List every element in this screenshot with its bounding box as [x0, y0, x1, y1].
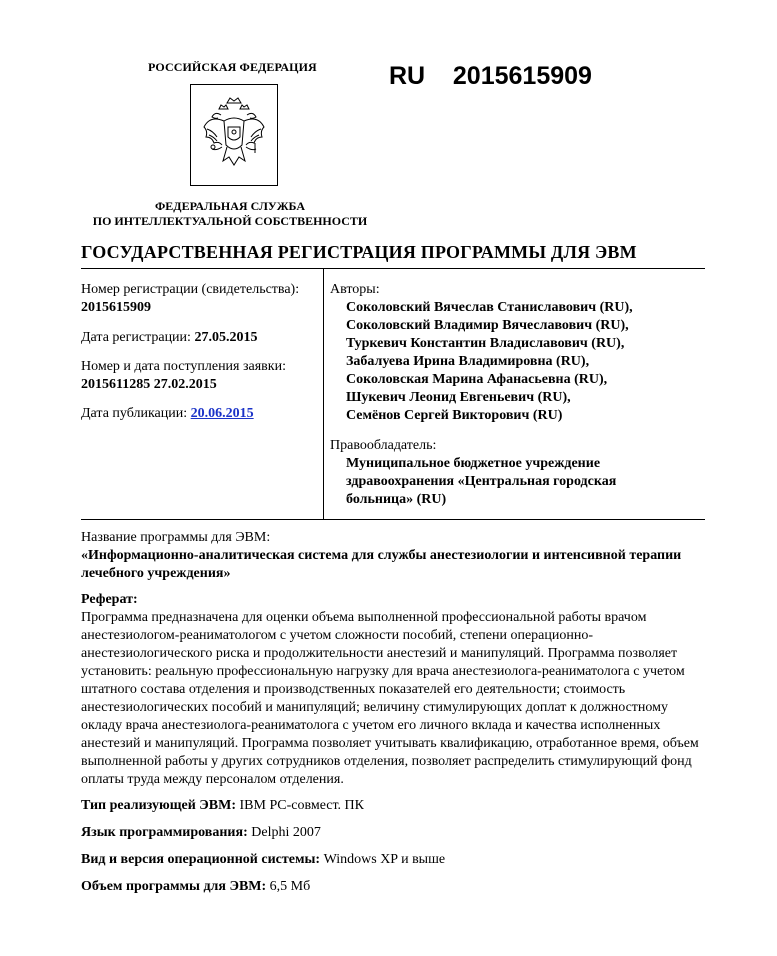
computer-type-value: IBM PC-совмест. ПК: [239, 798, 364, 813]
page-title: ГОСУДАРСТВЕННАЯ РЕГИСТРАЦИЯ ПРОГРАММЫ ДЛЯ ЭВМ: [81, 242, 637, 262]
computer-type-label: Тип реализующей ЭВМ:: [81, 798, 237, 813]
authors-and-owner: [330, 281, 710, 509]
os-value: Windows XP и выше: [323, 852, 446, 867]
owner-label: Правообладатель:: [330, 438, 437, 453]
author-item: Семёнов Сергей Викторович (RU): [346, 408, 563, 423]
author-item: Забалуева Ирина Владимировна (RU),: [346, 354, 590, 369]
owner-line: больница» (RU): [346, 492, 447, 507]
author-item: Соколовский Вячеслав Станиславович (RU),: [346, 300, 633, 315]
country-heading: РОССИЙСКАЯ ФЕДЕРАЦИЯ: [148, 60, 317, 74]
abstract-text: Программа предназначена для оценки объема выполненной профессиональной работы врачом анестезиологом-реаниматологом с учетом сложности пособий, степени операционно-анестезиологического риска и продолжительности анестезий и манипуляций. Программа позволяет установить: реальную профессиональную нагрузку для врача анестезиолога-реаниматолога с учетом штатного состава отделения и производственных показателей его деятельности; стоимость анестезиологических пособий и манипуляций; величину стимулирующих доплат к должностному окладу врача анестезиолога-реаниматолога с учетом его личного вклада и качества исполненных анестезий и манипуляций. Программа позволяет учитывать квалификацию, отработанное время, объем выполненной работы у других сотрудников отделения, позволяет распределить стимулирующий фонд оплаты труда между персоналом отделения.: [81, 610, 699, 787]
language-row: [81, 824, 711, 842]
agency-name: [80, 199, 380, 229]
pub-date-link[interactable]: 20.06.2015: [190, 406, 254, 421]
coat-of-arms-emblem: [190, 84, 278, 186]
column-divider: [323, 269, 324, 519]
reg-number-label: Номер регистрации (свидетельства):: [81, 282, 300, 297]
pub-date-label: Дата публикации:: [81, 406, 188, 421]
os-label: Вид и версия операционной системы:: [81, 852, 321, 867]
divider-top: [81, 268, 705, 269]
author-item: Соколовский Владимир Вячеславович (RU),: [346, 318, 629, 333]
language-value: Delphi 2007: [251, 825, 321, 840]
size-label: Объем программы для ЭВМ:: [81, 879, 267, 894]
author-item: Туркевич Константин Владиславович (RU),: [346, 336, 625, 351]
reg-date-label: Дата регистрации:: [81, 330, 191, 345]
pub-date-row: [81, 405, 321, 423]
agency-line-2: ПО ИНТЕЛЛЕКТУАЛЬНОЙ СОБСТВЕННОСТИ: [92, 214, 368, 228]
owner-line: Муниципальное бюджетное учреждение: [346, 456, 601, 471]
reg-date-row: [81, 329, 321, 347]
program-name-label: Название программы для ЭВМ:: [81, 530, 271, 545]
size-value: 6,5 Мб: [269, 879, 311, 894]
agency-line-1: ФЕДЕРАЛЬНАЯ СЛУЖБА: [155, 199, 305, 213]
reg-number-value: 2015615909: [81, 300, 151, 315]
computer-type-row: [81, 797, 711, 815]
program-description: [81, 529, 711, 896]
size-row: [81, 878, 711, 896]
document-number: RU 2015615909: [389, 62, 592, 90]
reg-date-value: 27.05.2015: [194, 330, 258, 345]
os-row: [81, 851, 711, 869]
application-value: 2015611285 27.02.2015: [81, 377, 217, 392]
abstract-label: Реферат:: [81, 592, 138, 607]
divider-middle: [81, 519, 705, 520]
owner-line: здравоохранения «Центральная городская: [346, 474, 617, 489]
double-headed-eagle-icon: [191, 85, 277, 185]
author-item: Шукевич Леонид Евгеньевич (RU),: [346, 390, 571, 405]
language-label: Язык программирования:: [81, 825, 248, 840]
authors-label: Авторы:: [330, 282, 380, 297]
registration-details: [81, 281, 321, 423]
program-name: «Информационно-аналитическая система для службы анестезиологии и интенсивной терапии лечебного учреждения»: [81, 548, 682, 581]
application-label: Номер и дата поступления заявки:: [81, 359, 286, 374]
author-item: Соколовская Марина Афанасьевна (RU),: [346, 372, 608, 387]
